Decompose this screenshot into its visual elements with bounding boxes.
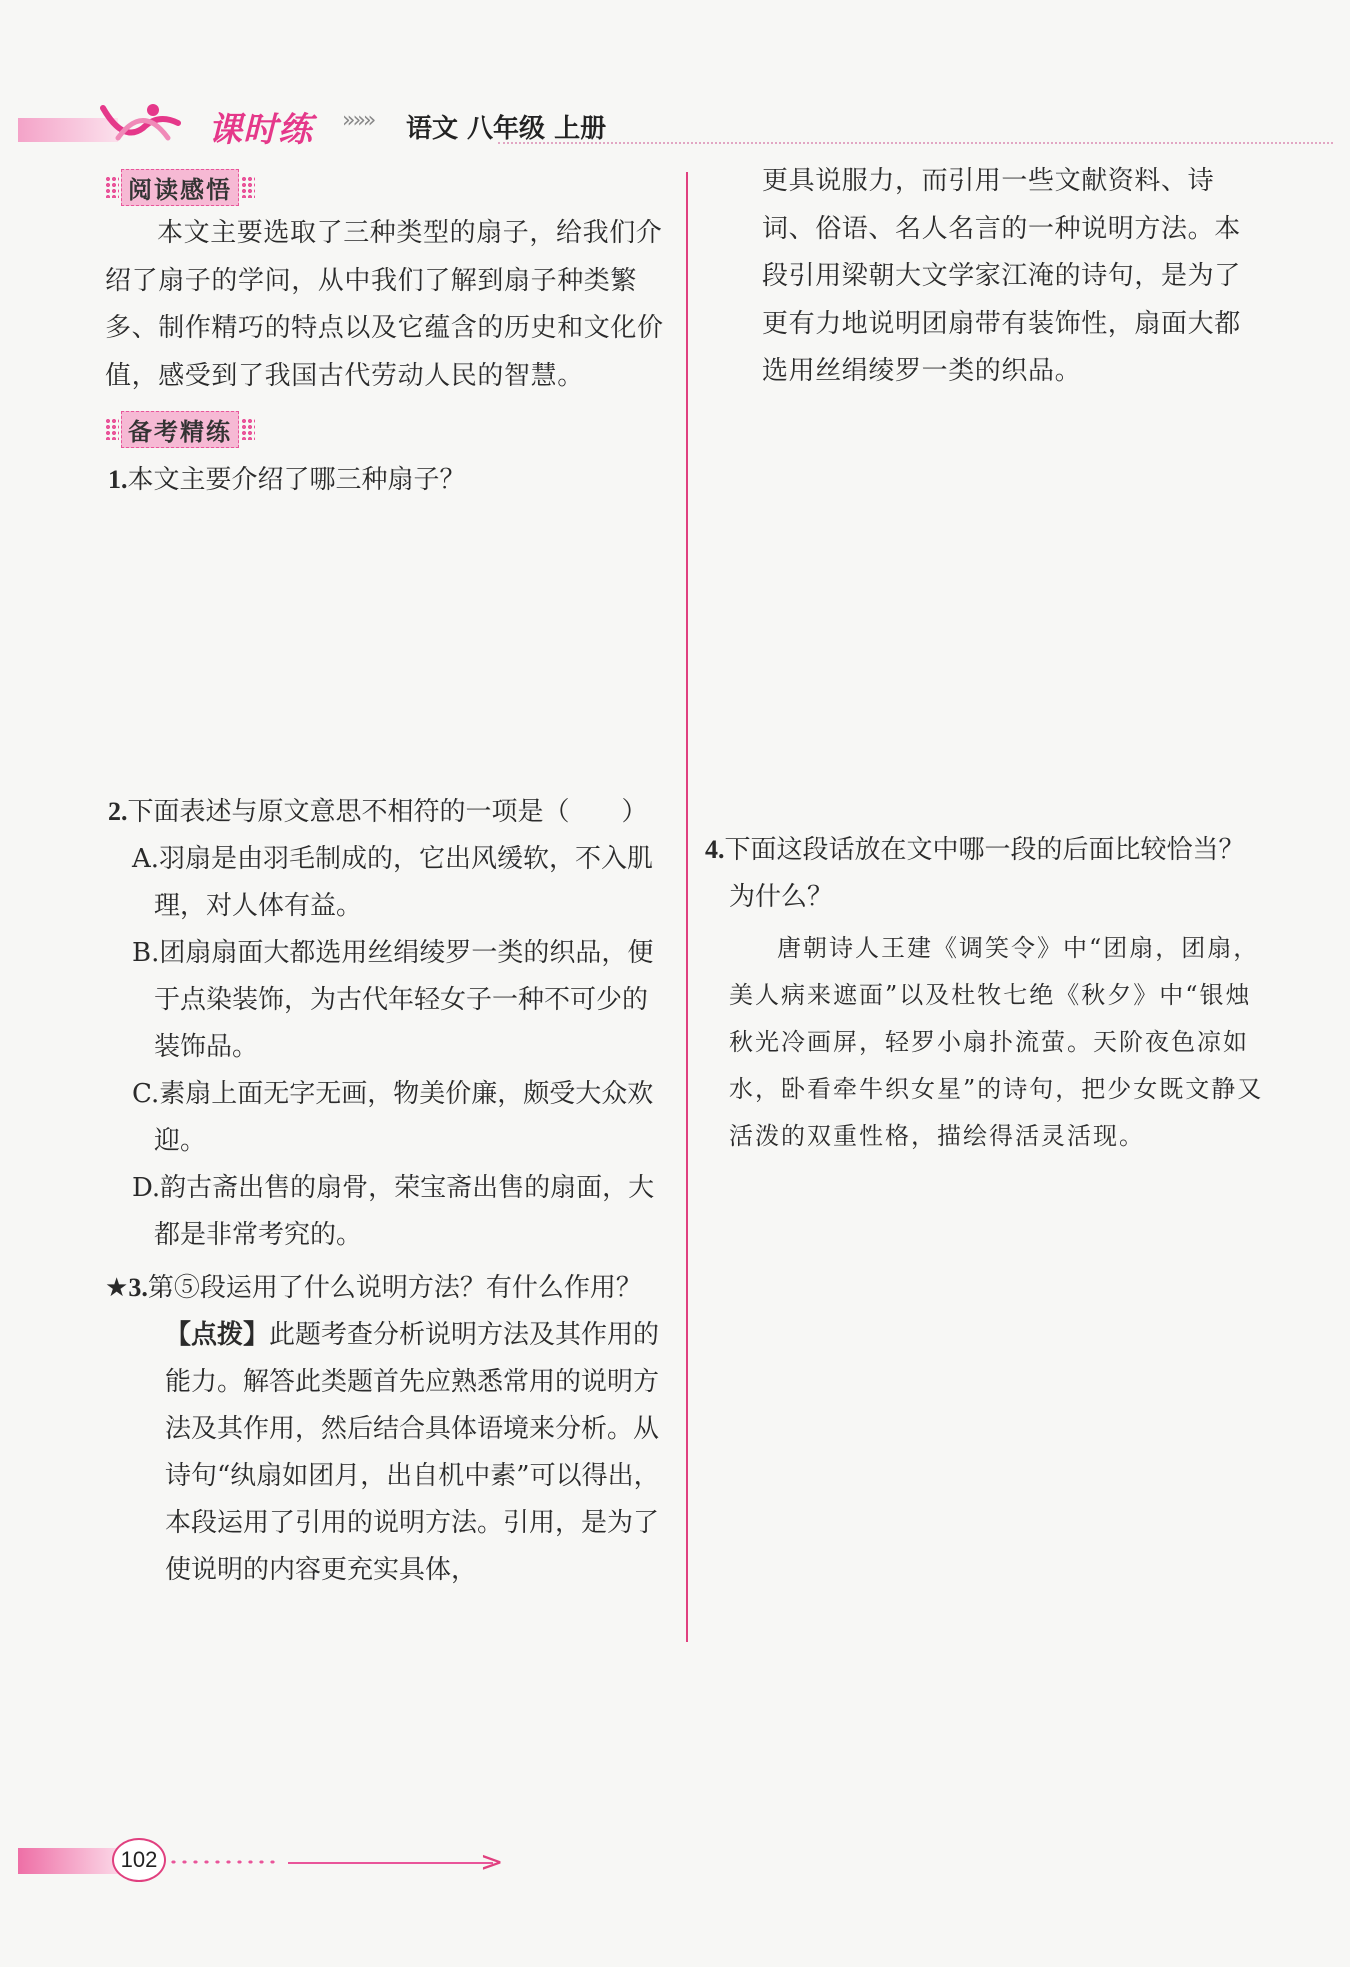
- question-number: 2.: [108, 797, 128, 826]
- option-b: B.团扇扇面大都选用丝绢绫罗一类的织品，便于点染装饰，为古代年轻女子一种不可少的装饰品。: [132, 938, 654, 1062]
- question-text: 下面表述与原文意思不相符的一项是（ ）: [127, 797, 648, 827]
- question-1: [108, 456, 673, 504]
- option-c: C.素扇上面无字无画，物美价廉，颇受大众欢迎。: [132, 1079, 654, 1156]
- hint-continuation: [762, 158, 1267, 396]
- brand-logo-icon: [98, 98, 193, 146]
- reading-summary-text: 本文主要选取了三种类型的扇子，给我们介绍了扇子的学问，从中我们了解到扇子种类繁多、制作精巧的特点以及它蕴含的历史和文化价值，感受到了我国古代劳动人民的智慧。: [105, 218, 664, 391]
- page-header: [18, 88, 1333, 158]
- question-number: 1.: [108, 465, 128, 494]
- header-arrows: »»»: [342, 108, 374, 133]
- question-3: [105, 1264, 670, 1594]
- tag-dots-icon: [105, 176, 119, 198]
- question-text: 第⑤段运用了什么说明方法？有什么作用？: [147, 1273, 642, 1303]
- footer-dots: [168, 1858, 278, 1866]
- option-d: D.韵古斋出售的扇骨，荣宝斋出售的扇面，大都是非常考究的。: [132, 1173, 655, 1250]
- subject-label: 语文 八年级 上册: [406, 114, 607, 144]
- footer-line: [288, 1862, 493, 1864]
- option-a: A.羽扇是由羽毛制成的，它出风缓软，不入肌理，对人体有益。: [132, 844, 654, 921]
- section-tag-label: 备考精练: [121, 411, 239, 448]
- section-tag-practice: [105, 414, 255, 444]
- page-number: 102: [112, 1838, 166, 1882]
- question-number: 3.: [128, 1273, 148, 1302]
- question-text: 本文主要介绍了哪三种扇子？: [127, 465, 466, 495]
- section-tag-label: 阅读感悟: [121, 169, 239, 206]
- hint-text: 此题考查分析说明方法及其作用的能力。解答此类题首先应熟悉常用的说明方法及其作用，然后结合具体语境来分析。从诗句“纨扇如团月，出自机中素”可以得出，本段运用了引用的说明方法。引用，是为了使说明的内容更充实具体，: [165, 1320, 660, 1585]
- brand-title: 课时练: [208, 110, 313, 150]
- quoted-passage: 唐朝诗人王建《调笑令》中“团扇，团扇，美人病来遮面”以及杜牧七绝《秋夕》中“银烛秋光冷画屏，轻罗小扇扑流萤。天阶夜色凉如水，卧看牵牛织女星”的诗句，把少女既文静又活泼的双重性格，描绘得活灵活现。: [729, 934, 1264, 1150]
- hint-label: 【点拨】: [165, 1320, 270, 1350]
- question-number: 4.: [705, 835, 725, 864]
- tag-dots-icon: [105, 418, 119, 440]
- question-4: [705, 826, 1270, 1160]
- section-tag-reading: [105, 172, 255, 202]
- column-divider: [686, 172, 688, 1642]
- tag-dots-icon: [241, 176, 255, 198]
- tag-dots-icon: [241, 418, 255, 440]
- footer-band: [18, 1848, 118, 1874]
- footer-arrow-icon: >: [480, 1845, 504, 1878]
- star-icon: ★: [105, 1273, 129, 1303]
- hint-block: [105, 1312, 670, 1594]
- question-text: 下面这段话放在文中哪一段的后面比较恰当？为什么？: [724, 835, 1245, 912]
- question-2: [108, 788, 673, 1259]
- header-dotted-line: [498, 142, 1333, 144]
- hint-continuation-text: 更具说服力，而引用一些文献资料、诗词、俗语、名人名言的一种说明方法。本段引用梁朝大文学家江淹的诗句，是为了更有力地说明团扇带有装饰性，扇面大都选用丝绢绫罗一类的织品。: [762, 166, 1241, 386]
- reading-summary: [105, 210, 670, 400]
